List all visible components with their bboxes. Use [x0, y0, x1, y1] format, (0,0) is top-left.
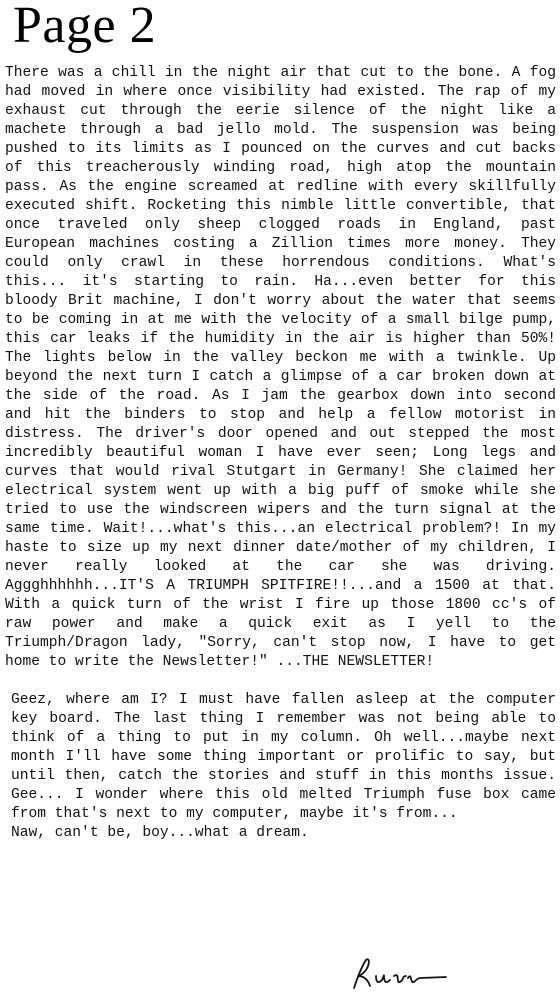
page-title: Page 2 — [13, 0, 157, 54]
story-paragraph: There was a chill in the night air that cut to the bone. A fog had moved in where once visibility had existed. The rap of my exhaust cut through the eerie silence of the night like a machete through a bad jello mold. The suspension was being pushed to its limits as I pounced on the curves and cut backs of this treacherously winding road, high atop the mountain pass. As the engine screamed at redline with every skillfully executed shift. Rocketing this nimble little convertible, that once traveled only sheep clogged roads in England, past European machines costing a Zillion times more money. They could only crawl in these horrendous conditions. What's this... it's starting to rain. Ha...even better for this bloody Brit machine, I don't worry about the water that seems to be coming in at me with the velocity of a small bilge pump, this car leaks if the humidity in the air is higher than 50%! The lights below in the valley beckon me with a twinkle. Up beyond the next turn I catch a glimpse of a car broken down at the side of the road. As I jam the gearbox down into second and hit the binders to stop and help a fellow motorist in distress. The driver's door opened and out stepped the most incredibly beautiful woman I have ever seen; Long legs and curves that would rival Stutgart in Germany! She claimed her electrical system went up with a big puff of smoke while she tried to use the windscreen wipers and the turn signal at the same time. Wait!...what's this...an electrical problem?! In my haste to size up my next dinner date/mother of my children, I never really looked at the car she was driving. Aggghhhhhh...IT'S A TRIUMPH SPITFIRE!!...and a 1500 at that. With a quick turn of the wrist I fire up those 1800 cc's of raw power and make a quick exit as I yell to the Triumph/Dragon lady, "Sorry, can't stop now, I have to get home to write the Newsletter!" ...THE NEWSLETTER! — [5, 65, 556, 670]
closing-text: Geez, where am I? I must have fallen asleep at the computer key board. The last thing I remember was not being able to think of a thing to put in my column. Oh well...maybe next month I'll have some thing important or prolific to say, but until then, catch the stories and stuff in this months issue. Gee... I wonder where this old melted Triumph fuse box came from that's next to my computer, maybe it's from... — [11, 692, 556, 822]
closing-last-line: Naw, can't be, boy...what a dream. — [11, 825, 309, 841]
handwritten-signature — [350, 954, 450, 994]
closing-paragraph — [5, 691, 556, 843]
